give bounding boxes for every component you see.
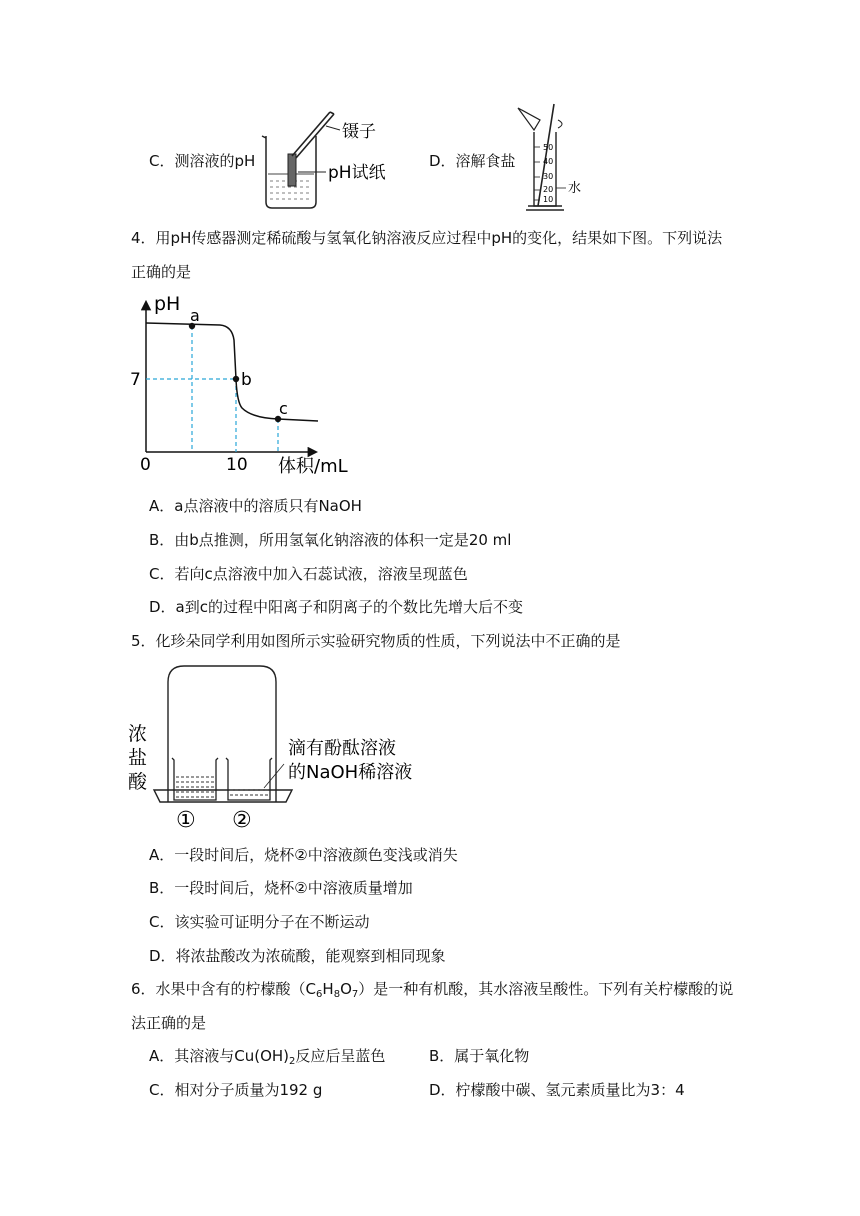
q5-stem: 5．化珍朵同学利用如图所示实验研究物质的性质，下列说法中不正确的是 [131, 632, 621, 650]
label-phenolphthalein: 滴有酚酞溶液 [288, 738, 396, 759]
origin-label: 0 [140, 455, 151, 475]
point-c-label: c [279, 399, 288, 418]
label-concentrated: 浓 [128, 723, 148, 745]
q6-option-a: A．其溶液与$Cu(OH)_2$反应后呈蓝色 [149, 1047, 386, 1067]
cylinder-mark: 10 [543, 195, 554, 204]
x-axis-label: 体积/mL [278, 456, 348, 475]
cylinder-mark: 40 [543, 157, 554, 166]
label-acid: 酸 [128, 771, 148, 793]
q3-option-c: C．测溶液的pH [149, 152, 256, 170]
point-a-label: a [190, 306, 200, 325]
beaker-1-label: ① [176, 808, 196, 833]
q4-stem-line2: 正确的是 [131, 263, 192, 281]
beaker-2-label: ② [232, 808, 252, 833]
label-hydrochloric: 盐 [128, 747, 148, 769]
q6-option-b: B．属于氧化物 [429, 1047, 530, 1065]
point-b-label: b [241, 370, 252, 390]
ph-curve-chart [120, 290, 370, 475]
q4-option-a: A．a点溶液中的溶质只有NaOH [149, 497, 362, 515]
q5-option-a: A．一段时间后，烧杯②中溶液颜色变浅或消失 [149, 846, 458, 864]
y-tick-7: 7 [130, 370, 141, 390]
label-ph-paper: pH试纸 [328, 163, 386, 183]
dissolve-salt-figure [512, 102, 602, 214]
q6-stem-line2: 法正确的是 [131, 1014, 207, 1032]
label-naoh-solution: 的NaOH稀溶液 [288, 762, 413, 783]
q6-option-d: D．柠檬酸中碳、氢元素质量比为3：4 [429, 1081, 685, 1099]
label-water: 水 [568, 181, 582, 196]
q4-option-c: C．若向c点溶液中加入石蕊试液，溶液呈现蓝色 [149, 565, 468, 583]
cylinder-mark: 20 [543, 185, 554, 194]
point-b-marker [233, 376, 239, 382]
ph-curve [146, 323, 318, 421]
q4-option-d: D．a到c的过程中阳离子和阴离子的个数比先增大后不变 [149, 598, 523, 616]
molecule-motion-figure [126, 660, 426, 835]
q4-option-b: B．由b点推测，所用氢氧化钠溶液的体积一定是20 ml [149, 531, 512, 549]
q4-stem-line1: 4．用pH传感器测定稀硫酸与氢氧化钠溶液反应过程中pH的变化，结果如下图。下列说法 [131, 229, 723, 247]
cylinder-mark: 30 [543, 172, 554, 181]
ph-test-figure [258, 104, 398, 214]
x-tick-10: 10 [226, 455, 248, 475]
q5-option-b: B．一段时间后，烧杯②中溶液质量增加 [149, 879, 413, 897]
q5-option-d: D．将浓盐酸改为浓硫酸，能观察到相同现象 [149, 947, 446, 965]
q3-option-d: D．溶解食盐 [429, 152, 516, 170]
q5-option-c: C．该实验可证明分子在不断运动 [149, 913, 370, 931]
label-tweezers: 镊子 [342, 122, 376, 142]
q6-option-c: C．相对分子质量为192 g [149, 1081, 323, 1099]
cylinder-mark: 50 [543, 143, 554, 152]
q6-stem-line1: 6．水果中含有的柠檬酸$(C_6H_8O_7)$是一种有机酸，其水溶液呈酸性。下列有关柠檬酸的说 [131, 980, 734, 1000]
y-axis-label: pH [154, 293, 181, 315]
